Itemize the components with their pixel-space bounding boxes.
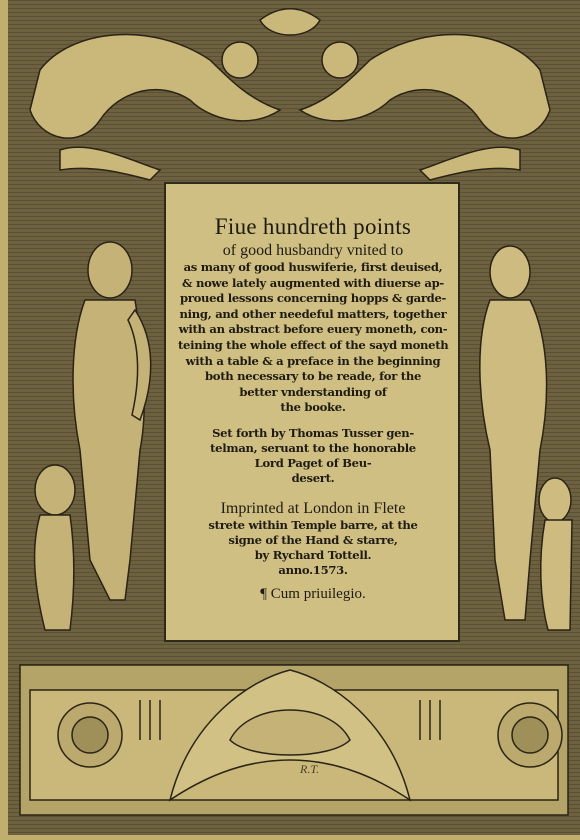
imprint-line-1: Imprinted at London in Flete	[220, 499, 406, 517]
title-text-panel	[164, 182, 460, 642]
imprint-line: by Rychard Tottell.	[254, 547, 372, 562]
imprint-line: strete within Temple barre, at the	[208, 517, 418, 532]
title-line-1: Fiue hundreth points	[214, 214, 412, 239]
engraver-initials: R.T.	[300, 762, 320, 776]
body-line: proued lessons concerning hopps & garde-	[179, 291, 447, 306]
imprint-line: signe of the Hand & starre,	[228, 532, 398, 547]
body-line: with a table & a preface in the beginning	[185, 353, 441, 368]
author-line: desert.	[291, 470, 335, 485]
title-line-2: of good husbandry vnited to	[222, 242, 404, 259]
privilege-line: ¶ Cum priuilegio.	[260, 585, 366, 602]
author-line: Set forth by Thomas Tusser gen-	[212, 425, 414, 440]
author-line: telman, seruant to the honorable	[210, 440, 416, 455]
bottom-frieze	[20, 665, 568, 815]
body-line: as many of good huswiferie, first deuised,	[183, 260, 443, 274]
author-line: Lord Paget of Beu-	[254, 455, 372, 470]
body-line: the booke.	[280, 400, 346, 415]
body-line: better vnderstanding of	[239, 384, 387, 399]
imprint-line: anno.1573.	[278, 562, 348, 577]
body-line: with an abstract before euery moneth, con-	[178, 322, 448, 337]
body-line: both necessary to be reade, for the	[204, 369, 422, 384]
body-line: teining the whole effect of the sayd moneth	[178, 337, 449, 352]
body-line: ning, and other needeful matters, together	[179, 306, 447, 321]
body-line: & nowe lately augmented with diuerse ap-	[182, 275, 444, 290]
